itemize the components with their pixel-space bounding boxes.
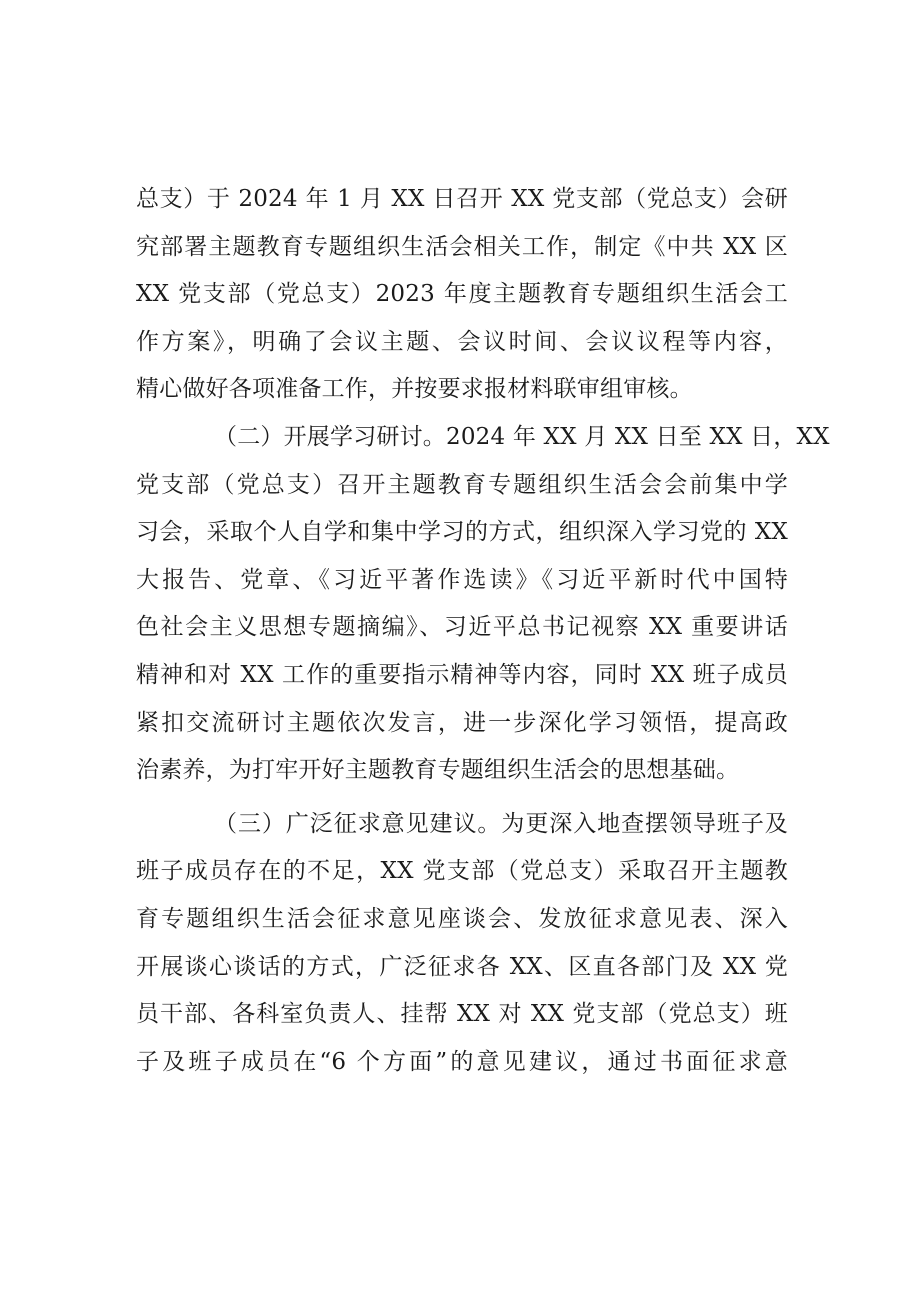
text-line: 子及班子成员在“6 个方面”的意见建议，通过书面征求意	[136, 1048, 788, 1075]
text-line: 究部署主题教育专题组织生活会相关工作，制定《中共 XX 区	[136, 233, 788, 260]
text-line: 班子成员存在的不足，XX 党支部（党总支）采取召开主题教	[136, 858, 788, 885]
text-line: 大报告、党章、《习近平著作选读》《习近平新时代中国特	[136, 566, 788, 593]
text-line: 习会，采取个人自学和集中学习的方式，组织深入学习党的 XX	[136, 519, 788, 546]
text-line: 党支部（党总支）召开主题教育专题组织生活会会前集中学	[136, 471, 788, 498]
text-line: 作方案》，明确了会议主题、会议时间、会议议程等内容，	[136, 328, 788, 355]
text-line: 育专题组织生活会征求意见座谈会、发放征求意见表、深入	[136, 905, 788, 932]
paragraph-2	[136, 414, 830, 795]
body-text	[136, 176, 830, 1086]
text-line: 开展谈心谈话的方式，广泛征求各 XX、区直各部门及 XX 党	[136, 953, 788, 980]
text-line: XX 党支部（党总支）2023 年度主题教育专题组织生活会工	[136, 281, 788, 308]
text-line: 紧扣交流研讨主题依次发言，进一步深化学习领悟，提高政	[136, 709, 788, 736]
paragraph-heading-line: （三）广泛征求意见建议。为更深入地查摆领导班子及	[214, 810, 788, 837]
text-line: 精心做好各项准备工作，并按要求报材料联审组审核。	[136, 376, 693, 403]
paragraph-heading-line: （二）开展学习研讨。2024 年 XX 月 XX 日至 XX 日，XX	[214, 423, 830, 450]
text-line: 精神和对 XX 工作的重要指示精神等内容，同时 XX 班子成员	[136, 661, 788, 688]
text-line: 色社会主义思想专题摘编》、习近平总书记视察 XX 重要讲话	[136, 614, 788, 641]
paragraph-1	[136, 176, 788, 414]
paragraph-3	[136, 801, 788, 1087]
text-line: 治素养，为打牢开好主题教育专题组织生活会的思想基础。	[136, 757, 740, 784]
text-line: 总支）于 2024 年 1 月 XX 日召开 XX 党支部（党总支）会研	[136, 186, 788, 212]
text-line: 员干部、各科室负责人、挂帮 XX 对 XX 党支部（党总支）班	[136, 1001, 788, 1028]
